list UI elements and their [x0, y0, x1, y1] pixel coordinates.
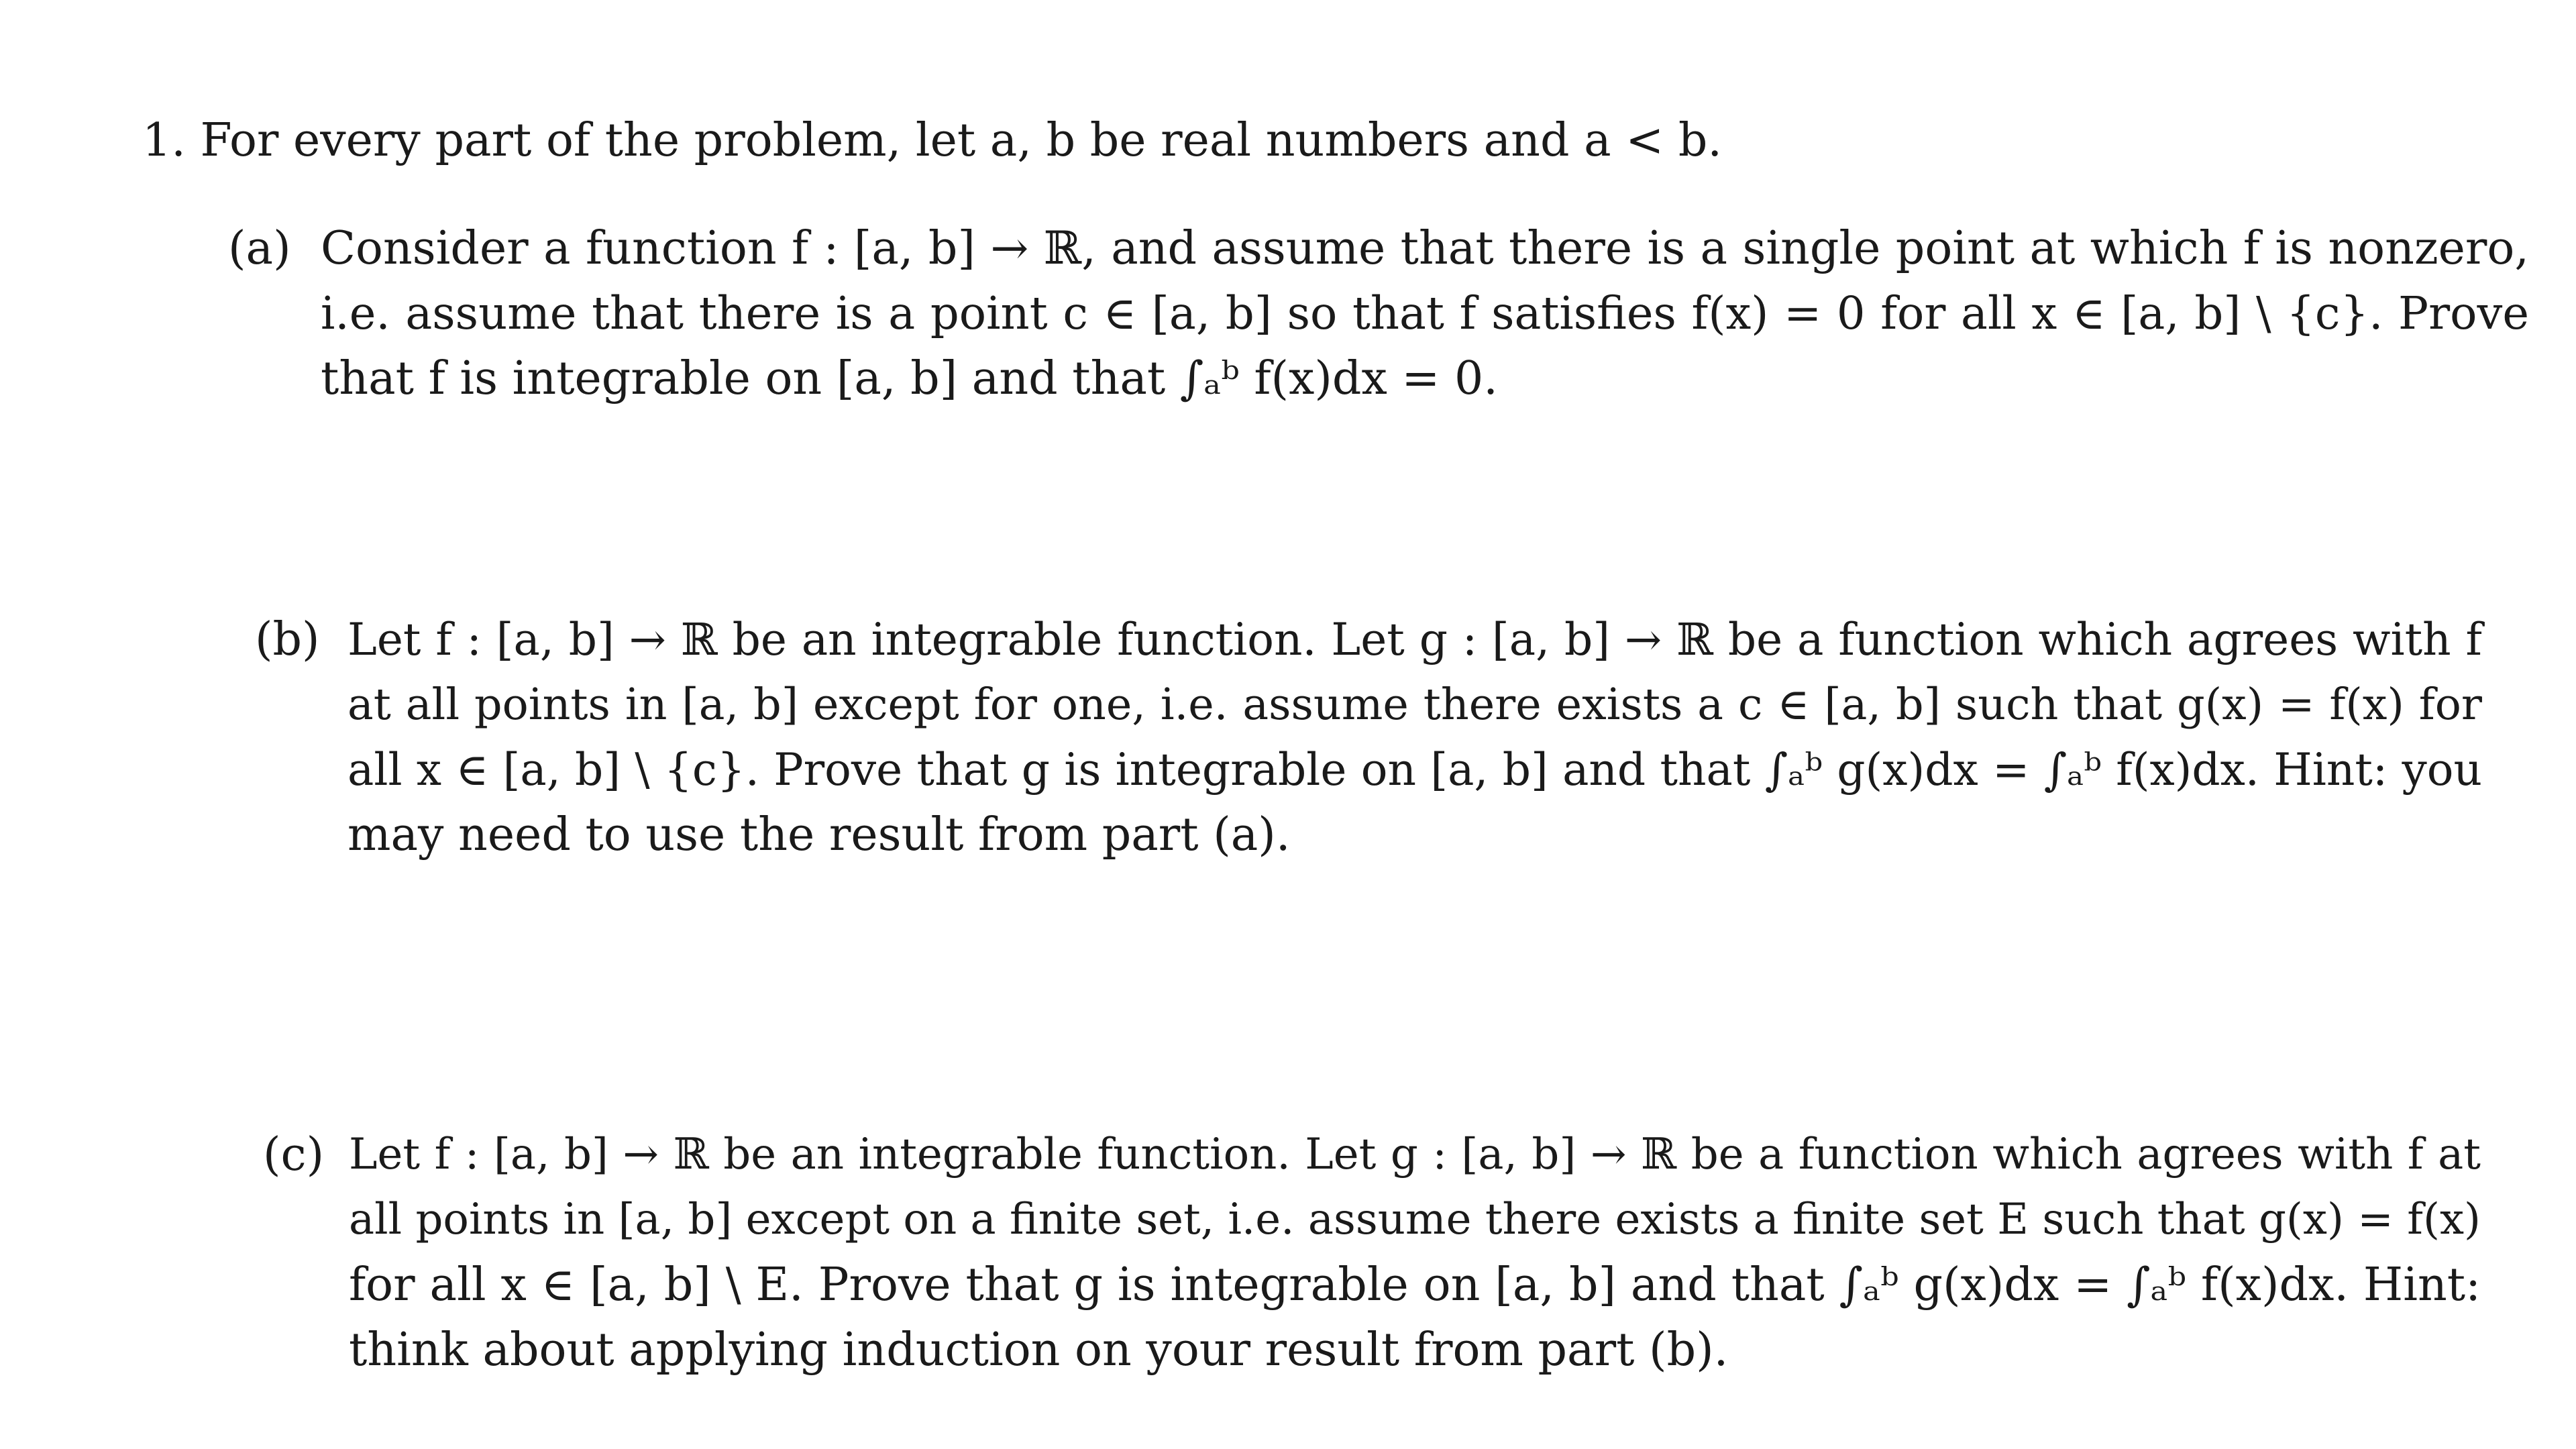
part-a — [228, 216, 2529, 431]
part-b — [255, 607, 2482, 875]
part-c — [263, 1122, 2481, 1391]
part-c-line: all points in [a, b] except on a finite set, i.e. assume there exists a finite set E such that g(x) = f(x) — [349, 1195, 2481, 1244]
part-c-text — [349, 1122, 2481, 1383]
part-c-label: (c) — [263, 1128, 325, 1181]
part-b-line: Let f : [a, b] → ℝ be an integrable function. Let g : [a, b] → ℝ be a function which agrees with f — [347, 614, 2482, 665]
part-b-text — [347, 607, 2482, 867]
part-a-text — [321, 216, 2529, 411]
part-c-line: Let f : [a, b] → ℝ be an integrable function. Let g : [a, b] → ℝ be a function which agrees with f at — [349, 1130, 2481, 1179]
part-c-line: think about applying induction on your result from part (b). — [349, 1324, 1729, 1377]
part-c-line: for all x ∈ [a, b] \ E. Prove that g is integrable on [a, b] and that ∫ₐᵇ g(x)dx = ∫ₐᵇ f(x)dx. Hint: — [349, 1258, 2481, 1311]
part-a-line: i.e. assume that there is a point c ∈ [a, b] so that f satisfies f(x) = 0 for all x ∈ [a, b] \ {c}. Prove — [321, 287, 2529, 339]
part-b-line: all x ∈ [a, b] \ {c}. Prove that g is integrable on [a, b] and that ∫ₐᵇ g(x)dx = ∫ₐᵇ f(x)dx. Hint: you — [347, 744, 2482, 796]
problem-header: 1. For every part of the problem, let a, b be real numbers and a < b. — [142, 114, 1722, 167]
part-a-line: Consider a function f : [a, b] → ℝ, and assume that there is a single point at which f is nonzero, — [321, 222, 2529, 275]
part-b-line: at all points in [a, b] except for one, i.e. assume there exists a c ∈ [a, b] such that g(x) = f(x) for — [347, 680, 2482, 730]
part-b-label: (b) — [255, 613, 320, 666]
part-a-line: that f is integrable on [a, b] and that ∫ₐᵇ f(x)dx = 0. — [321, 352, 1498, 405]
part-b-line: may need to use the result from part (a). — [347, 808, 1291, 861]
part-a-label: (a) — [228, 222, 291, 275]
